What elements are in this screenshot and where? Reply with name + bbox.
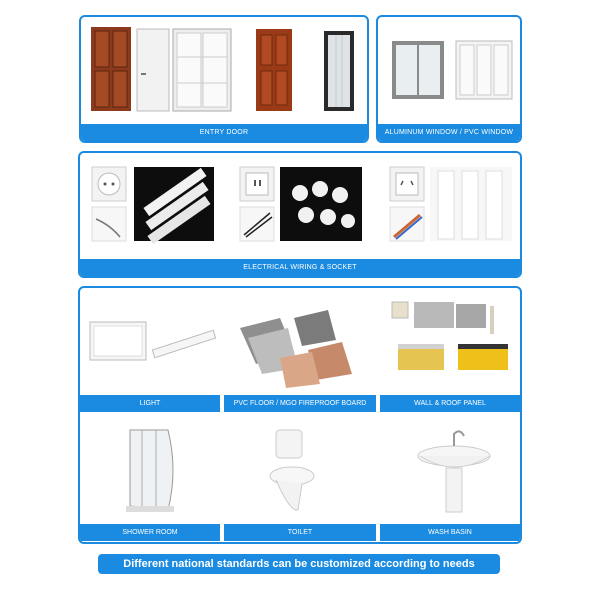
toilet-image <box>270 430 314 510</box>
wall-label: WALL & ROOF PANEL <box>380 395 520 412</box>
pvc-pipe-black-image <box>134 167 214 244</box>
window-images <box>378 17 520 117</box>
window-label: ALUMINUM WINDOW / PVC WINDOW <box>378 124 520 141</box>
light-label: LIGHT <box>80 395 220 412</box>
electrical-label: ELECTRICAL WIRING & SOCKET <box>80 259 520 276</box>
electrical-images <box>80 153 520 253</box>
euro-socket-image <box>92 167 126 201</box>
shower-label: SHOWER ROOM <box>80 524 220 541</box>
aluminum-door-image <box>324 31 354 111</box>
pvc-pipe-white-image <box>430 167 512 241</box>
cable-ties-image <box>240 207 274 241</box>
footer-banner: Different national standards can be customized according to needs <box>98 554 500 574</box>
panel-light-image <box>90 322 146 360</box>
window-panel <box>376 15 522 143</box>
white-door-image <box>137 29 169 111</box>
entry-door-label: ENTRY DOOR <box>81 124 367 141</box>
glass-door-image <box>173 29 231 111</box>
wire-plug-image <box>92 207 126 241</box>
wash-basin-image <box>418 431 490 512</box>
au-socket-image <box>390 167 424 201</box>
floor-board-image <box>240 310 352 388</box>
interior-panel <box>78 286 522 544</box>
electric-cable-image <box>390 207 424 241</box>
wooden-door-image <box>256 29 292 111</box>
entry-door-panel <box>79 15 369 143</box>
tube-light-image <box>152 330 215 357</box>
sandwich-panel-image <box>414 302 494 334</box>
toilet-label: TOILET <box>224 524 376 541</box>
floor-label: PVC FLOOR / MGO FIREPROOF BOARD <box>224 395 376 412</box>
door-images <box>81 17 367 117</box>
pipe-fittings-image <box>280 167 362 241</box>
shower-room-image <box>126 430 174 512</box>
universal-socket-image <box>240 167 274 201</box>
switch-panel-image <box>392 302 408 318</box>
electrical-panel <box>78 151 522 278</box>
basin-label: WASH BASIN <box>380 524 520 541</box>
pvc-window-image <box>456 41 512 99</box>
rockwool-panel-image <box>398 344 508 370</box>
steel-door-image <box>91 27 131 111</box>
aluminum-window-image <box>392 41 444 99</box>
interior-images <box>80 288 520 542</box>
